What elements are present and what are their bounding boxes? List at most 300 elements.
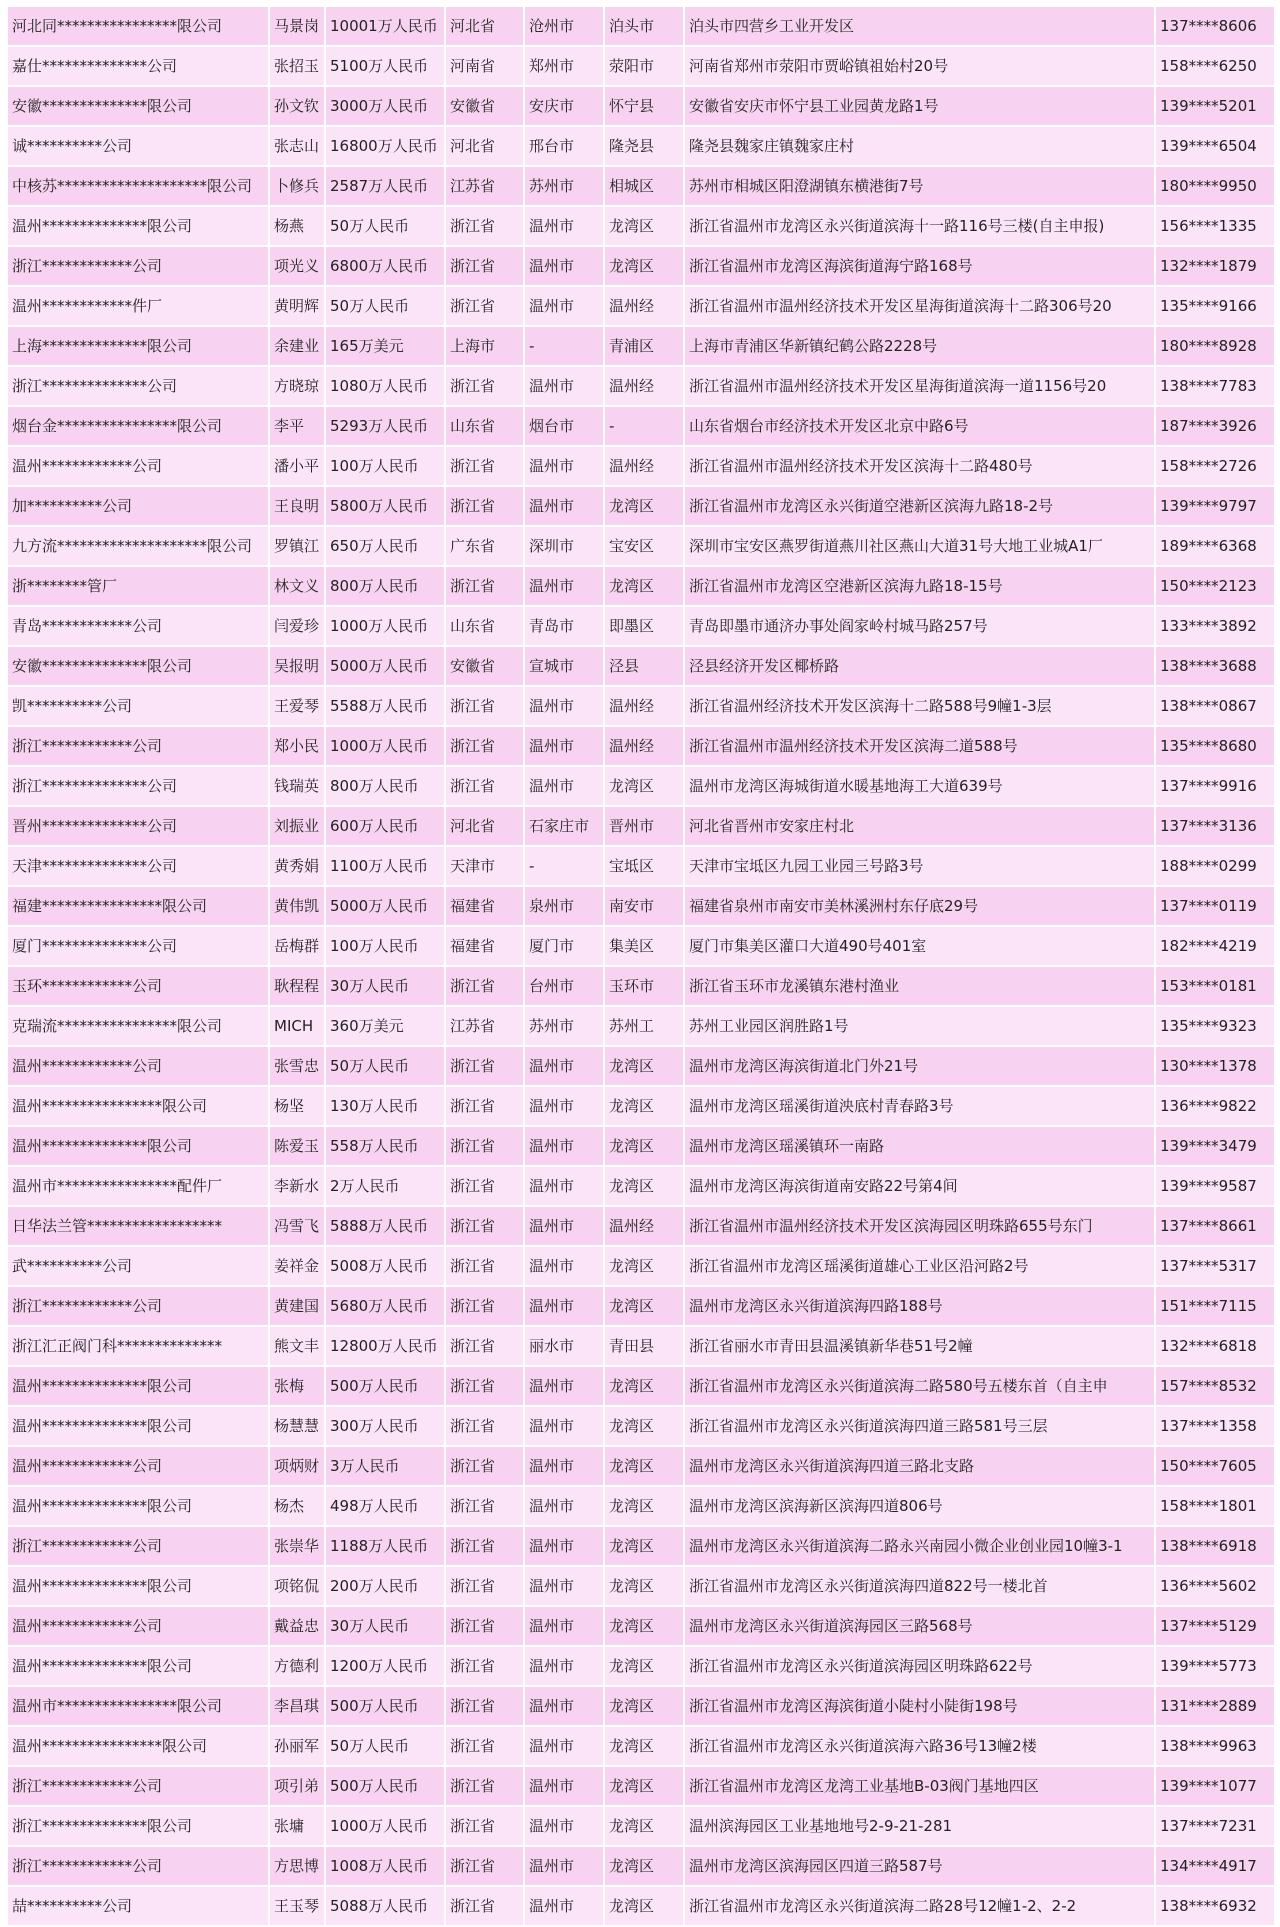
table-row — [7, 206, 1275, 246]
phone-cell: 151****7115 — [1155, 1286, 1275, 1326]
address-cell: 温州市龙湾区瑶溪街道泱底村青春路3号 — [684, 1086, 1155, 1126]
city-cell: 温州市 — [524, 1486, 604, 1526]
phone-cell: 182****4219 — [1155, 926, 1275, 966]
city-cell: 温州市 — [524, 1526, 604, 1566]
address-cell: 温州滨海园区工业基地地号2-9-21-281 — [684, 1806, 1155, 1846]
legal-rep-cell: 方德利 — [269, 1646, 325, 1686]
phone-cell: 139****3479 — [1155, 1126, 1275, 1166]
table-row — [7, 966, 1275, 1006]
legal-rep-cell: 林文义 — [269, 566, 325, 606]
province-cell: 江苏省 — [445, 166, 524, 206]
table-row — [7, 1406, 1275, 1446]
table-row — [7, 286, 1275, 326]
district-cell: 龙湾区 — [604, 1846, 684, 1886]
company-name-cell: 温州************公司 — [7, 1606, 269, 1646]
district-cell: 龙湾区 — [604, 1766, 684, 1806]
address-cell: 河北省晋州市安家庄村北 — [684, 806, 1155, 846]
city-cell: 台州市 — [524, 966, 604, 1006]
registered-capital-cell: 100万人民币 — [325, 446, 445, 486]
phone-cell: 136****9822 — [1155, 1086, 1275, 1126]
phone-cell: 139****6504 — [1155, 126, 1275, 166]
district-cell: 龙湾区 — [604, 1886, 684, 1926]
city-cell: 温州市 — [524, 1726, 604, 1766]
address-cell: 浙江省温州市龙湾区永兴街道滨海四道822号一楼北首 — [684, 1566, 1155, 1606]
company-name-cell: 晋州**************公司 — [7, 806, 269, 846]
legal-rep-cell: 潘小平 — [269, 446, 325, 486]
province-cell: 浙江省 — [445, 1686, 524, 1726]
company-name-cell: 温州************公司 — [7, 1446, 269, 1486]
legal-rep-cell: 王良明 — [269, 486, 325, 526]
legal-rep-cell: 岳梅群 — [269, 926, 325, 966]
table-row — [7, 46, 1275, 86]
phone-cell: 137****7231 — [1155, 1806, 1275, 1846]
legal-rep-cell: 孙文钦 — [269, 86, 325, 126]
province-cell: 福建省 — [445, 886, 524, 926]
table-row — [7, 646, 1275, 686]
registered-capital-cell: 130万人民币 — [325, 1086, 445, 1126]
city-cell: 苏州市 — [524, 1006, 604, 1046]
district-cell: 泾县 — [604, 646, 684, 686]
table-row — [7, 1886, 1275, 1926]
legal-rep-cell: 项铭侃 — [269, 1566, 325, 1606]
city-cell: 温州市 — [524, 1646, 604, 1686]
district-cell: 宝安区 — [604, 526, 684, 566]
province-cell: 浙江省 — [445, 286, 524, 326]
city-cell: 温州市 — [524, 766, 604, 806]
company-name-cell: 温州**************限公司 — [7, 1406, 269, 1446]
district-cell: 龙湾区 — [604, 1726, 684, 1766]
city-cell: 温州市 — [524, 1286, 604, 1326]
legal-rep-cell: 张招玉 — [269, 46, 325, 86]
table-row — [7, 1086, 1275, 1126]
table-row — [7, 1006, 1275, 1046]
legal-rep-cell: 项引弟 — [269, 1766, 325, 1806]
province-cell: 江苏省 — [445, 1006, 524, 1046]
table-row — [7, 366, 1275, 406]
address-cell: 浙江省温州市龙湾区海滨街道海宁路168号 — [684, 246, 1155, 286]
table-row — [7, 86, 1275, 126]
city-cell: 温州市 — [524, 1166, 604, 1206]
company-name-cell: 上海**************限公司 — [7, 326, 269, 366]
registered-capital-cell: 2587万人民币 — [325, 166, 445, 206]
company-name-cell: 浙江**************限公司 — [7, 1806, 269, 1846]
phone-cell: 139****1077 — [1155, 1766, 1275, 1806]
table-row — [7, 606, 1275, 646]
address-cell: 浙江省温州市温州经济技术开发区滨海十二路480号 — [684, 446, 1155, 486]
company-name-cell: 温州**************限公司 — [7, 1126, 269, 1166]
company-name-cell: 浙江汇正阀门科************** — [7, 1326, 269, 1366]
province-cell: 浙江省 — [445, 1166, 524, 1206]
district-cell: 龙湾区 — [604, 486, 684, 526]
table-row — [7, 1366, 1275, 1406]
phone-cell: 188****0299 — [1155, 846, 1275, 886]
address-cell: 浙江省温州市龙湾区永兴街道滨海二路580号五楼东首（自主申 — [684, 1366, 1155, 1406]
registered-capital-cell: 300万人民币 — [325, 1406, 445, 1446]
city-cell: 温州市 — [524, 206, 604, 246]
district-cell: - — [604, 406, 684, 446]
registered-capital-cell: 1200万人民币 — [325, 1646, 445, 1686]
district-cell: 即墨区 — [604, 606, 684, 646]
district-cell: 青田县 — [604, 1326, 684, 1366]
city-cell: 深圳市 — [524, 526, 604, 566]
city-cell: 烟台市 — [524, 406, 604, 446]
company-name-cell: 浙江************公司 — [7, 726, 269, 766]
table-row — [7, 1686, 1275, 1726]
phone-cell: 134****4917 — [1155, 1846, 1275, 1886]
district-cell: 龙湾区 — [604, 1046, 684, 1086]
province-cell: 浙江省 — [445, 1766, 524, 1806]
city-cell: 温州市 — [524, 1086, 604, 1126]
district-cell: 温州经 — [604, 286, 684, 326]
legal-rep-cell: 王玉琴 — [269, 1886, 325, 1926]
address-cell: 浙江省温州市龙湾区空港新区滨海九路18-15号 — [684, 566, 1155, 606]
registered-capital-cell: 50万人民币 — [325, 1726, 445, 1766]
province-cell: 浙江省 — [445, 566, 524, 606]
address-cell: 隆尧县魏家庄镇魏家庄村 — [684, 126, 1155, 166]
registered-capital-cell: 360万美元 — [325, 1006, 445, 1046]
city-cell: 厦门市 — [524, 926, 604, 966]
company-name-cell: 嘉仕**************公司 — [7, 46, 269, 86]
phone-cell: 180****8928 — [1155, 326, 1275, 366]
city-cell: 石家庄市 — [524, 806, 604, 846]
city-cell: 丽水市 — [524, 1326, 604, 1366]
province-cell: 浙江省 — [445, 1246, 524, 1286]
phone-cell: 138****6918 — [1155, 1526, 1275, 1566]
address-cell: 浙江省温州市龙湾区永兴街道滨海二路28号12幢1-2、2-2 — [684, 1886, 1155, 1926]
phone-cell: 139****9797 — [1155, 486, 1275, 526]
province-cell: 浙江省 — [445, 1486, 524, 1526]
city-cell: - — [524, 846, 604, 886]
city-cell: 邢台市 — [524, 126, 604, 166]
phone-cell: 139****5773 — [1155, 1646, 1275, 1686]
company-name-cell: 中核苏********************限公司 — [7, 166, 269, 206]
address-cell: 温州市龙湾区永兴街道滨海园区三路568号 — [684, 1606, 1155, 1646]
table-row — [7, 926, 1275, 966]
legal-rep-cell: 余建业 — [269, 326, 325, 366]
phone-cell: 137****1358 — [1155, 1406, 1275, 1446]
address-cell: 浙江省丽水市青田县温溪镇新华巷51号2幢 — [684, 1326, 1155, 1366]
registered-capital-cell: 558万人民币 — [325, 1126, 445, 1166]
phone-cell: 138****7783 — [1155, 366, 1275, 406]
address-cell: 深圳市宝安区燕罗街道燕川社区燕山大道31号大地工业城A1厂 — [684, 526, 1155, 566]
registered-capital-cell: 5088万人民币 — [325, 1886, 445, 1926]
phone-cell: 135****9166 — [1155, 286, 1275, 326]
table-row — [7, 806, 1275, 846]
company-name-cell: 凯**********公司 — [7, 686, 269, 726]
address-cell: 浙江省玉环市龙溪镇东港村渔业 — [684, 966, 1155, 1006]
registered-capital-cell: 1188万人民币 — [325, 1526, 445, 1566]
city-cell: 安庆市 — [524, 86, 604, 126]
phone-cell: 139****9587 — [1155, 1166, 1275, 1206]
registered-capital-cell: 100万人民币 — [325, 926, 445, 966]
company-name-cell: 河北同****************限公司 — [7, 6, 269, 46]
legal-rep-cell: 罗镇江 — [269, 526, 325, 566]
district-cell: 龙湾区 — [604, 1686, 684, 1726]
province-cell: 浙江省 — [445, 1886, 524, 1926]
registered-capital-cell: 5800万人民币 — [325, 486, 445, 526]
company-name-cell: 温州**************限公司 — [7, 1646, 269, 1686]
province-cell: 浙江省 — [445, 486, 524, 526]
phone-cell: 133****3892 — [1155, 606, 1275, 646]
legal-rep-cell: 张墉 — [269, 1806, 325, 1846]
phone-cell: 158****1801 — [1155, 1486, 1275, 1526]
address-cell: 浙江省温州市龙湾区永兴街道空港新区滨海九路18-2号 — [684, 486, 1155, 526]
district-cell: 青浦区 — [604, 326, 684, 366]
address-cell: 浙江省温州市温州经济技术开发区滨海二道588号 — [684, 726, 1155, 766]
company-name-cell: 安徽**************限公司 — [7, 86, 269, 126]
registered-capital-cell: 2万人民币 — [325, 1166, 445, 1206]
city-cell: 温州市 — [524, 1406, 604, 1446]
registered-capital-cell: 500万人民币 — [325, 1366, 445, 1406]
company-name-cell: 温州************件厂 — [7, 286, 269, 326]
phone-cell: 137****9916 — [1155, 766, 1275, 806]
district-cell: 龙湾区 — [604, 1086, 684, 1126]
table-row — [7, 1046, 1275, 1086]
legal-rep-cell: 王爱琴 — [269, 686, 325, 726]
company-name-cell: 温州**************限公司 — [7, 206, 269, 246]
city-cell: 温州市 — [524, 1846, 604, 1886]
province-cell: 浙江省 — [445, 1726, 524, 1766]
table-row — [7, 1486, 1275, 1526]
district-cell: 隆尧县 — [604, 126, 684, 166]
table-row — [7, 1846, 1275, 1886]
company-name-cell: 温州****************限公司 — [7, 1086, 269, 1126]
phone-cell: 153****0181 — [1155, 966, 1275, 1006]
address-cell: 泊头市四营乡工业开发区 — [684, 6, 1155, 46]
district-cell: 龙湾区 — [604, 566, 684, 606]
district-cell: 相城区 — [604, 166, 684, 206]
province-cell: 浙江省 — [445, 766, 524, 806]
registered-capital-cell: 3000万人民币 — [325, 86, 445, 126]
phone-cell: 150****7605 — [1155, 1446, 1275, 1486]
phone-cell: 138****0867 — [1155, 686, 1275, 726]
city-cell: 温州市 — [524, 686, 604, 726]
district-cell: 龙湾区 — [604, 1286, 684, 1326]
province-cell: 浙江省 — [445, 1846, 524, 1886]
phone-cell: 131****2889 — [1155, 1686, 1275, 1726]
table-row — [7, 766, 1275, 806]
phone-cell: 136****5602 — [1155, 1566, 1275, 1606]
legal-rep-cell: 张志山 — [269, 126, 325, 166]
address-cell: 浙江省温州市龙湾区永兴街道滨海六路36号13幢2楼 — [684, 1726, 1155, 1766]
district-cell: 龙湾区 — [604, 1806, 684, 1846]
city-cell: 温州市 — [524, 1126, 604, 1166]
table-row — [7, 1566, 1275, 1606]
province-cell: 安徽省 — [445, 646, 524, 686]
province-cell: 浙江省 — [445, 1366, 524, 1406]
legal-rep-cell: 张雪忠 — [269, 1046, 325, 1086]
phone-cell: 138****3688 — [1155, 646, 1275, 686]
company-table — [6, 5, 1276, 1927]
table-row — [7, 1646, 1275, 1686]
province-cell: 山东省 — [445, 406, 524, 446]
legal-rep-cell: 黄明辉 — [269, 286, 325, 326]
city-cell: 温州市 — [524, 366, 604, 406]
company-name-cell: 武**********公司 — [7, 1246, 269, 1286]
legal-rep-cell: 杨杰 — [269, 1486, 325, 1526]
district-cell: 龙湾区 — [604, 1486, 684, 1526]
province-cell: 安徽省 — [445, 86, 524, 126]
district-cell: 温州经 — [604, 366, 684, 406]
province-cell: 浙江省 — [445, 206, 524, 246]
phone-cell: 132****6818 — [1155, 1326, 1275, 1366]
company-name-cell: 九方流********************限公司 — [7, 526, 269, 566]
phone-cell: 156****1335 — [1155, 206, 1275, 246]
province-cell: 浙江省 — [445, 1606, 524, 1646]
registered-capital-cell: 800万人民币 — [325, 566, 445, 606]
address-cell: 温州市龙湾区海城街道水暖基地海工大道639号 — [684, 766, 1155, 806]
legal-rep-cell: 杨燕 — [269, 206, 325, 246]
legal-rep-cell: 李平 — [269, 406, 325, 446]
registered-capital-cell: 30万人民币 — [325, 966, 445, 1006]
company-name-cell: 浙江**************公司 — [7, 366, 269, 406]
phone-cell: 189****6368 — [1155, 526, 1275, 566]
province-cell: 河北省 — [445, 806, 524, 846]
address-cell: 青岛即墨市通济办事处阎家岭村城马路257号 — [684, 606, 1155, 646]
address-cell: 温州市龙湾区海滨街道南安路22号第4间 — [684, 1166, 1155, 1206]
district-cell: 集美区 — [604, 926, 684, 966]
address-cell: 温州市龙湾区永兴街道滨海四道三路北支路 — [684, 1446, 1155, 1486]
address-cell: 浙江省温州市龙湾区瑶溪街道雄心工业区沿河路2号 — [684, 1246, 1155, 1286]
phone-cell: 137****3136 — [1155, 806, 1275, 846]
address-cell: 温州市龙湾区永兴街道滨海二路永兴南园小微企业创业园10幢3-1 — [684, 1526, 1155, 1566]
table-row — [7, 486, 1275, 526]
company-name-cell: 浙江************公司 — [7, 1526, 269, 1566]
phone-cell: 187****3926 — [1155, 406, 1275, 446]
address-cell: 浙江省温州市温州经济技术开发区滨海园区明珠路655号东门 — [684, 1206, 1155, 1246]
legal-rep-cell: 李昌琪 — [269, 1686, 325, 1726]
province-cell: 浙江省 — [445, 446, 524, 486]
legal-rep-cell: 陈爱玉 — [269, 1126, 325, 1166]
city-cell: - — [524, 326, 604, 366]
province-cell: 浙江省 — [445, 1286, 524, 1326]
province-cell: 广东省 — [445, 526, 524, 566]
district-cell: 龙湾区 — [604, 1606, 684, 1646]
registered-capital-cell: 1000万人民币 — [325, 726, 445, 766]
legal-rep-cell: 戴益忠 — [269, 1606, 325, 1646]
phone-cell: 137****5317 — [1155, 1246, 1275, 1286]
province-cell: 浙江省 — [445, 1206, 524, 1246]
district-cell: 龙湾区 — [604, 1446, 684, 1486]
company-name-cell: 青岛************公司 — [7, 606, 269, 646]
address-cell: 苏州工业园区润胜路1号 — [684, 1006, 1155, 1046]
province-cell: 河北省 — [445, 6, 524, 46]
address-cell: 浙江省温州市温州经济技术开发区星海街道滨海十二路306号20 — [684, 286, 1155, 326]
table-row — [7, 406, 1275, 446]
province-cell: 浙江省 — [445, 1086, 524, 1126]
legal-rep-cell: 黄秀娟 — [269, 846, 325, 886]
city-cell: 温州市 — [524, 726, 604, 766]
registered-capital-cell: 650万人民币 — [325, 526, 445, 566]
legal-rep-cell: 黄伟凯 — [269, 886, 325, 926]
registered-capital-cell: 5588万人民币 — [325, 686, 445, 726]
district-cell: 龙湾区 — [604, 246, 684, 286]
company-name-cell: 安徽**************限公司 — [7, 646, 269, 686]
registered-capital-cell: 12800万人民币 — [325, 1326, 445, 1366]
district-cell: 温州经 — [604, 1206, 684, 1246]
company-name-cell: 烟台金****************限公司 — [7, 406, 269, 446]
district-cell: 温州经 — [604, 726, 684, 766]
legal-rep-cell: 杨坚 — [269, 1086, 325, 1126]
legal-rep-cell: 郑小民 — [269, 726, 325, 766]
company-name-cell: 厦门**************公司 — [7, 926, 269, 966]
district-cell: 龙湾区 — [604, 1526, 684, 1566]
address-cell: 上海市青浦区华新镇纪鹤公路2228号 — [684, 326, 1155, 366]
table-row — [7, 886, 1275, 926]
registered-capital-cell: 5000万人民币 — [325, 646, 445, 686]
city-cell: 宣城市 — [524, 646, 604, 686]
district-cell: 龙湾区 — [604, 1406, 684, 1446]
address-cell: 浙江省温州市温州经济技术开发区星海街道滨海一道1156号20 — [684, 366, 1155, 406]
province-cell: 山东省 — [445, 606, 524, 646]
registered-capital-cell: 5008万人民币 — [325, 1246, 445, 1286]
address-cell: 山东省烟台市经济技术开发区北京中路6号 — [684, 406, 1155, 446]
province-cell: 浙江省 — [445, 726, 524, 766]
district-cell: 温州经 — [604, 686, 684, 726]
company-name-cell: 喆**********公司 — [7, 1886, 269, 1926]
table-row — [7, 126, 1275, 166]
phone-cell: 138****9963 — [1155, 1726, 1275, 1766]
registered-capital-cell: 50万人民币 — [325, 1046, 445, 1086]
province-cell: 浙江省 — [445, 1046, 524, 1086]
address-cell: 天津市宝坻区九园工业园三号路3号 — [684, 846, 1155, 886]
legal-rep-cell: 闫爱珍 — [269, 606, 325, 646]
district-cell: 龙湾区 — [604, 1246, 684, 1286]
city-cell: 温州市 — [524, 1806, 604, 1846]
province-cell: 浙江省 — [445, 1126, 524, 1166]
table-row — [7, 1766, 1275, 1806]
city-cell: 沧州市 — [524, 6, 604, 46]
district-cell: 玉环市 — [604, 966, 684, 1006]
province-cell: 浙江省 — [445, 966, 524, 1006]
district-cell: 龙湾区 — [604, 1166, 684, 1206]
registered-capital-cell: 200万人民币 — [325, 1566, 445, 1606]
table-row — [7, 326, 1275, 366]
legal-rep-cell: 张崇华 — [269, 1526, 325, 1566]
registered-capital-cell: 1080万人民币 — [325, 366, 445, 406]
address-cell: 厦门市集美区灌口大道490号401室 — [684, 926, 1155, 966]
address-cell: 苏州市相城区阳澄湖镇东横港街7号 — [684, 166, 1155, 206]
district-cell: 怀宁县 — [604, 86, 684, 126]
company-name-cell: 温州****************限公司 — [7, 1726, 269, 1766]
province-cell: 浙江省 — [445, 1526, 524, 1566]
phone-cell: 139****5201 — [1155, 86, 1275, 126]
city-cell: 温州市 — [524, 1606, 604, 1646]
company-name-cell: 玉环************公司 — [7, 966, 269, 1006]
registered-capital-cell: 1000万人民币 — [325, 1806, 445, 1846]
city-cell: 温州市 — [524, 566, 604, 606]
address-cell: 浙江省温州经济技术开发区滨海十二路588号9幢1-3层 — [684, 686, 1155, 726]
address-cell: 浙江省温州市龙湾区永兴街道滨海十一路116号三楼(自主申报) — [684, 206, 1155, 246]
registered-capital-cell: 10001万人民币 — [325, 6, 445, 46]
city-cell: 温州市 — [524, 1766, 604, 1806]
city-cell: 泉州市 — [524, 886, 604, 926]
company-name-cell: 温州市****************配件厂 — [7, 1166, 269, 1206]
address-cell: 温州市龙湾区海滨街道北门外21号 — [684, 1046, 1155, 1086]
city-cell: 温州市 — [524, 1046, 604, 1086]
phone-cell: 135****9323 — [1155, 1006, 1275, 1046]
legal-rep-cell: 孙丽军 — [269, 1726, 325, 1766]
registered-capital-cell: 50万人民币 — [325, 206, 445, 246]
city-cell: 温州市 — [524, 1446, 604, 1486]
province-cell: 天津市 — [445, 846, 524, 886]
phone-cell: 158****6250 — [1155, 46, 1275, 86]
city-cell: 温州市 — [524, 1566, 604, 1606]
legal-rep-cell: 卜修兵 — [269, 166, 325, 206]
registered-capital-cell: 165万美元 — [325, 326, 445, 366]
registered-capital-cell: 30万人民币 — [325, 1606, 445, 1646]
company-name-cell: 浙江**************公司 — [7, 766, 269, 806]
